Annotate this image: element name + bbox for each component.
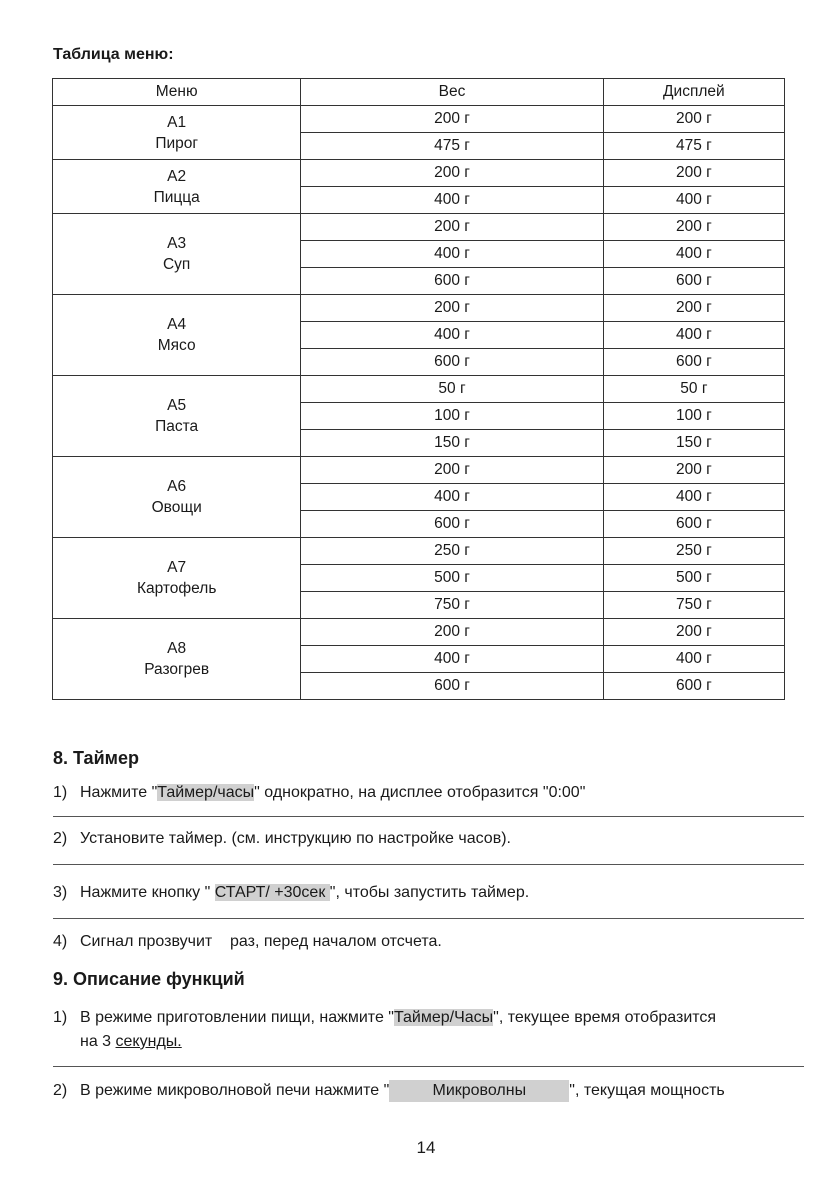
display-cell: 200 г	[603, 619, 784, 646]
display-cell: 250 г	[603, 538, 784, 565]
item-number: 4)	[53, 933, 68, 950]
weight-cell: 600 г	[301, 349, 603, 376]
display-cell: 600 г	[603, 673, 784, 700]
table-row	[53, 160, 785, 187]
menu-program-code: A2	[167, 167, 187, 185]
menu-table	[52, 78, 785, 700]
menu-program-code: A6	[167, 478, 187, 495]
item-text: ", текущая мощность	[569, 1082, 725, 1099]
header-weight: Вес	[301, 79, 603, 106]
weight-cell: 500 г	[301, 565, 603, 592]
timer-item-4	[53, 930, 813, 954]
table-row	[53, 376, 785, 403]
divider	[53, 864, 804, 865]
display-cell: 200 г	[603, 106, 784, 133]
header-menu: Меню	[53, 79, 301, 106]
display-cell: 200 г	[603, 457, 784, 484]
timer-clock-key-label: Таймер/часы	[157, 784, 255, 801]
weight-cell: 600 г	[301, 673, 603, 700]
display-cell: 200 г	[603, 214, 784, 241]
divider	[53, 918, 804, 919]
item-number: 1)	[53, 784, 68, 801]
weight-cell: 200 г	[301, 619, 603, 646]
display-cell: 200 г	[603, 160, 784, 187]
weight-cell: 400 г	[301, 187, 603, 214]
display-cell: 150 г	[603, 430, 784, 457]
menu-program-cell	[53, 376, 301, 457]
item-number: 3)	[53, 884, 68, 901]
item-text: Нажмите "	[80, 784, 158, 801]
weight-cell: 200 г	[301, 295, 603, 322]
functions-item-2	[53, 1079, 813, 1103]
menu-program-name: Пирог	[155, 134, 199, 152]
menu-program-name: Пицца	[153, 188, 200, 206]
display-cell: 475 г	[603, 133, 784, 160]
item-text: Сигнал прозвучит раз, перед началом отсчета.	[80, 933, 442, 950]
display-cell: 400 г	[603, 322, 784, 349]
item-text: на 3	[80, 1033, 116, 1050]
timer-clock-key-label: Таймер/Часы	[393, 1009, 494, 1026]
weight-cell: 250 г	[301, 538, 603, 565]
weight-cell: 200 г	[301, 457, 603, 484]
weight-cell: 200 г	[301, 214, 603, 241]
menu-program-name: Суп	[162, 256, 191, 273]
item-text: " однократно, на дисплее отобразится "0:00"	[254, 784, 586, 801]
menu-program-code: A8	[167, 640, 187, 657]
menu-program-cell	[53, 160, 301, 214]
display-cell: 750 г	[603, 592, 784, 619]
display-cell: 600 г	[603, 511, 784, 538]
item-text: Установите таймер. (см. инструкцию по настройке часов).	[80, 830, 511, 847]
table-header-row	[53, 79, 785, 106]
menu-program-cell	[53, 619, 301, 700]
display-cell: 600 г	[603, 349, 784, 376]
weight-cell: 400 г	[301, 322, 603, 349]
menu-program-code: A4	[167, 316, 187, 333]
timer-item-1	[53, 781, 813, 805]
item-number: 1)	[53, 1009, 68, 1026]
menu-program-code: A1	[167, 113, 187, 131]
divider	[53, 1066, 804, 1067]
weight-cell: 200 г	[301, 106, 603, 133]
timer-item-3	[53, 881, 813, 905]
weight-cell: 750 г	[301, 592, 603, 619]
item-text: В режиме приготовлении пищи, нажмите "	[80, 1009, 394, 1026]
display-cell: 200 г	[603, 295, 784, 322]
menu-program-code: A7	[167, 559, 187, 576]
weight-cell: 400 г	[301, 646, 603, 673]
display-cell: 400 г	[603, 187, 784, 214]
menu-program-cell	[53, 106, 301, 160]
menu-program-cell	[53, 295, 301, 376]
weight-cell: 600 г	[301, 511, 603, 538]
menu-program-cell	[53, 214, 301, 295]
menu-program-name: Разогрев	[144, 661, 210, 678]
menu-program-name: Мясо	[157, 337, 196, 354]
page-number: 14	[416, 1138, 436, 1157]
table-row	[53, 457, 785, 484]
weight-cell: 475 г	[301, 133, 603, 160]
menu-program-name: Овощи	[151, 499, 202, 516]
header-display: Дисплей	[603, 79, 784, 106]
weight-cell: 400 г	[301, 241, 603, 268]
menu-program-code: A5	[167, 397, 187, 414]
item-text: В режиме микроволновой печи нажмите "	[80, 1082, 390, 1099]
display-cell: 50 г	[603, 376, 784, 403]
item-text: ", чтобы запустить таймер.	[329, 884, 530, 901]
table-row	[53, 538, 785, 565]
display-cell: 400 г	[603, 241, 784, 268]
weight-cell: 400 г	[301, 484, 603, 511]
table-title: Таблица меню:	[53, 46, 174, 63]
functions-heading: 9. Описание функций	[53, 969, 245, 989]
functions-item-1	[53, 1006, 813, 1054]
item-number: 2)	[53, 1082, 68, 1099]
menu-program-code: A3	[167, 235, 187, 252]
table-row	[53, 214, 785, 241]
display-cell: 500 г	[603, 565, 784, 592]
weight-cell: 200 г	[301, 160, 603, 187]
item-number: 2)	[53, 830, 68, 847]
display-cell: 400 г	[603, 484, 784, 511]
item-continuation	[53, 1030, 813, 1054]
table-body	[53, 106, 785, 700]
display-cell: 600 г	[603, 268, 784, 295]
table-row	[53, 619, 785, 646]
weight-cell: 50 г	[301, 376, 603, 403]
microwave-key-label: Микроволны	[389, 1080, 569, 1102]
item-text: Нажмите кнопку "	[80, 884, 215, 901]
table-row	[53, 106, 785, 133]
weight-cell: 150 г	[301, 430, 603, 457]
start-key-label: СТАРТ/ +30сек	[214, 884, 330, 901]
weight-cell: 600 г	[301, 268, 603, 295]
menu-program-name: Картофель	[136, 580, 217, 597]
item-text: ", текущее время отобразится	[493, 1009, 717, 1026]
menu-program-cell	[53, 457, 301, 538]
display-cell: 400 г	[603, 646, 784, 673]
menu-program-name: Паста	[155, 418, 199, 435]
menu-program-cell	[53, 538, 301, 619]
timer-item-2	[53, 827, 813, 851]
underlined-text: секунды.	[115, 1033, 182, 1050]
display-cell: 100 г	[603, 403, 784, 430]
table-row	[53, 295, 785, 322]
divider	[53, 816, 804, 817]
timer-heading: 8. Таймер	[53, 748, 139, 768]
weight-cell: 100 г	[301, 403, 603, 430]
